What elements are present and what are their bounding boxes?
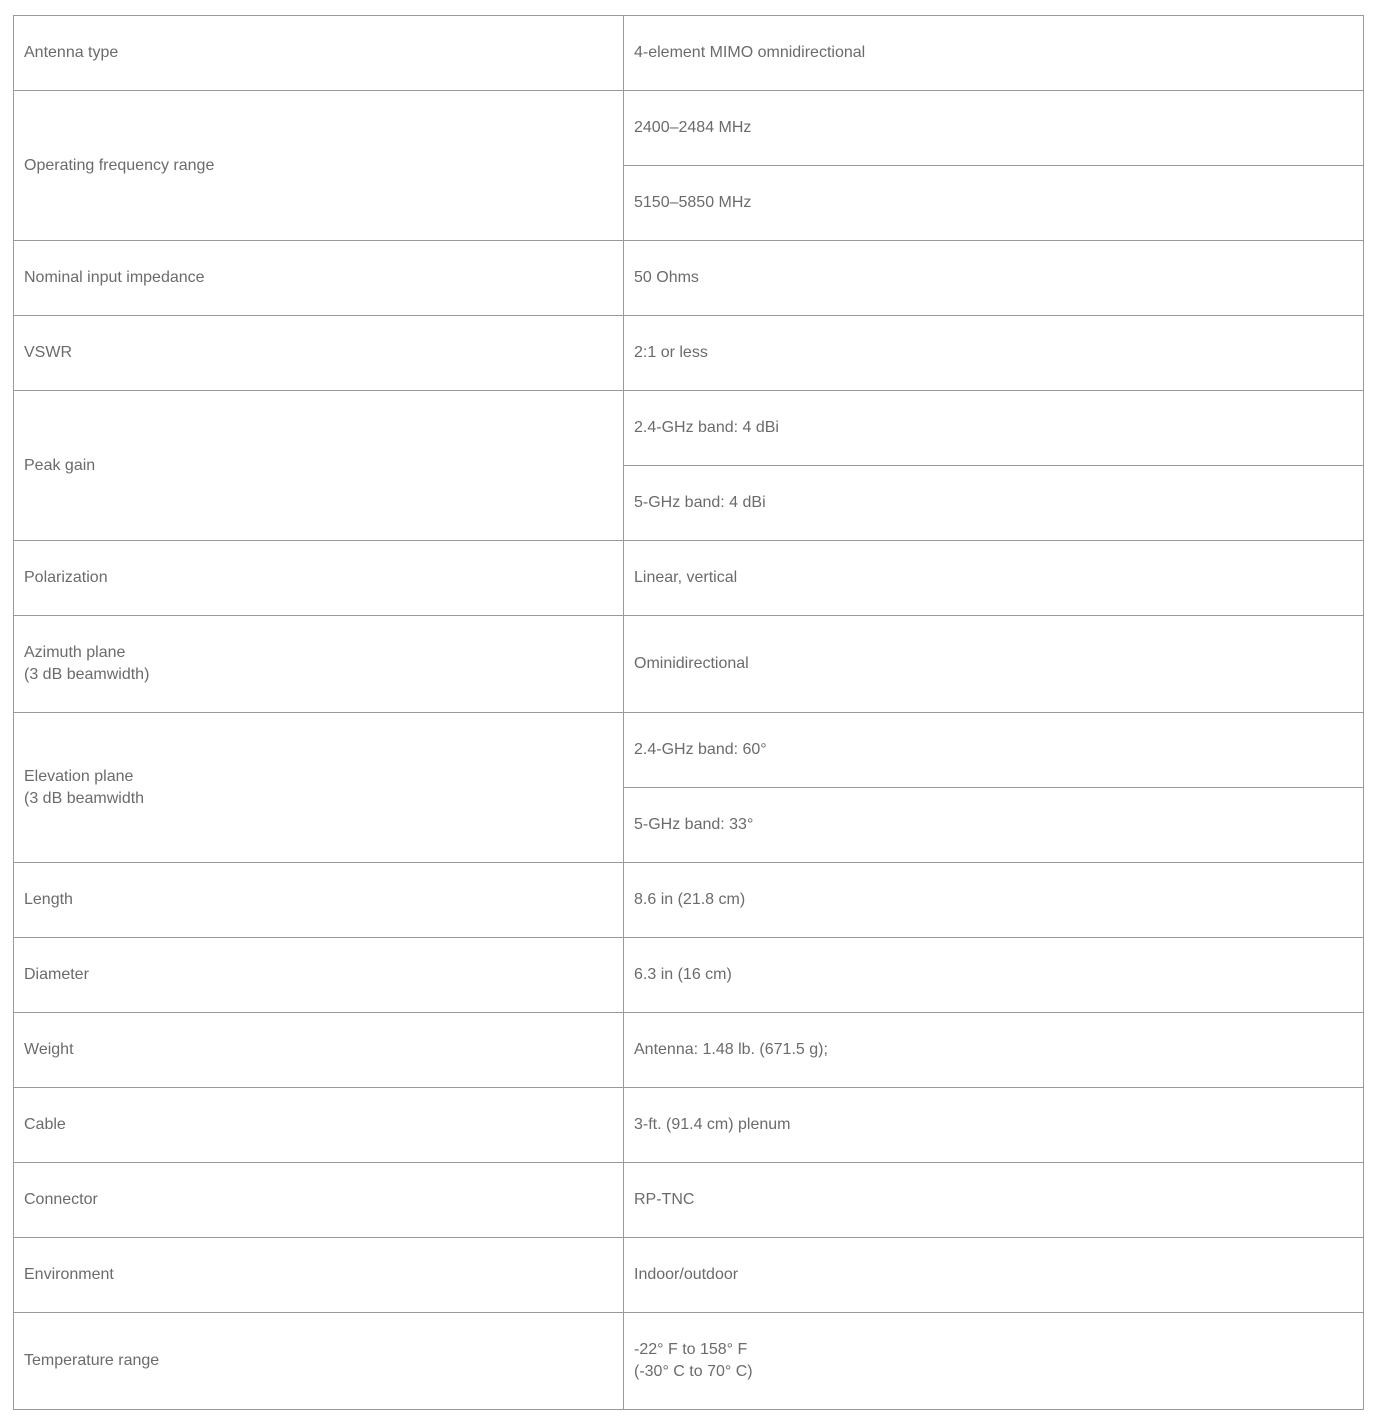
- value-line: 2.4-GHz band: 4 dBi: [634, 419, 779, 436]
- spec-value: [624, 863, 1364, 938]
- spec-label: [14, 541, 624, 616]
- value-line: -22° F to 158° F: [634, 1341, 748, 1358]
- label-line: VSWR: [24, 344, 72, 361]
- label-line: Length: [24, 891, 73, 908]
- spec-label: [14, 616, 624, 713]
- spec-value: [624, 241, 1364, 316]
- table-row: [14, 1163, 1364, 1238]
- label-line: Weight: [24, 1041, 74, 1058]
- value-line: 4-element MIMO omnidirectional: [634, 44, 866, 61]
- value-line: 2:1 or less: [634, 344, 708, 361]
- spec-value: [624, 616, 1364, 713]
- table-row: [14, 391, 1364, 466]
- table-row: [14, 713, 1364, 788]
- value-line: 2.4-GHz band: 60°: [634, 741, 767, 758]
- spec-value: [624, 788, 1364, 863]
- label-line: Temperature range: [24, 1352, 160, 1369]
- spec-value: [624, 1313, 1364, 1410]
- label-line: Elevation plane: [24, 767, 134, 785]
- label-line: Operating frequency range: [24, 156, 215, 174]
- spec-value: [624, 713, 1364, 788]
- spec-value: [624, 391, 1364, 466]
- spec-value: [624, 1013, 1364, 1088]
- spec-label: [14, 391, 624, 541]
- spec-value: [624, 466, 1364, 541]
- table-row: [14, 938, 1364, 1013]
- value-line: Indoor/outdoor: [634, 1266, 739, 1283]
- spec-value: [624, 16, 1364, 91]
- spec-value: [624, 541, 1364, 616]
- value-line: RP-TNC: [634, 1191, 695, 1208]
- spec-label: [14, 1163, 624, 1238]
- spec-value: [624, 1238, 1364, 1313]
- label-line: Azimuth plane: [24, 644, 126, 661]
- spec-label: [14, 316, 624, 391]
- table-row: [14, 1088, 1364, 1163]
- spec-label: [14, 863, 624, 938]
- spec-label: [14, 1238, 624, 1313]
- table-row: [14, 1313, 1364, 1410]
- value-line: 3-ft. (91.4 cm) plenum: [634, 1116, 791, 1133]
- spec-value: [624, 91, 1364, 166]
- spec-value: [624, 938, 1364, 1013]
- value-line: 2400–2484 MHz: [634, 119, 752, 136]
- spec-label: [14, 91, 624, 241]
- spec-value: [624, 1163, 1364, 1238]
- label-line: Diameter: [24, 966, 89, 983]
- label-line: Connector: [24, 1191, 98, 1208]
- table-row: [14, 616, 1364, 713]
- label-line: (3 dB beamwidth): [24, 666, 150, 683]
- label-line: Peak gain: [24, 456, 96, 474]
- label-line: Nominal input impedance: [24, 269, 205, 286]
- value-line: 5-GHz band: 33°: [634, 816, 754, 833]
- label-line: Polarization: [24, 569, 108, 586]
- spec-label: [14, 1013, 624, 1088]
- table-row: [14, 241, 1364, 316]
- value-line: 8.6 in (21.8 cm): [634, 891, 746, 908]
- table-row: [14, 91, 1364, 166]
- value-line: 50 Ohms: [634, 269, 699, 286]
- spec-label: [14, 938, 624, 1013]
- spec-label: [14, 1313, 624, 1410]
- table-row: [14, 541, 1364, 616]
- table-row: [14, 1013, 1364, 1088]
- spec-label: [14, 1088, 624, 1163]
- value-line: 6.3 in (16 cm): [634, 966, 732, 983]
- label-line: Cable: [24, 1116, 66, 1133]
- value-line: Linear, vertical: [634, 569, 738, 586]
- label-line: (3 dB beamwidth: [24, 789, 145, 807]
- value-line: 5150–5850 MHz: [634, 194, 752, 211]
- value-line: Ominidirectional: [634, 655, 749, 672]
- spec-value: [624, 316, 1364, 391]
- spec-label: [14, 16, 624, 91]
- spec-label: [14, 713, 624, 863]
- table-row: [14, 863, 1364, 938]
- spec-table: [13, 15, 1364, 1410]
- label-line: Antenna type: [24, 44, 119, 61]
- spec-label: [14, 241, 624, 316]
- table-row: [14, 1238, 1364, 1313]
- value-line: (-30° C to 70° C): [634, 1363, 753, 1380]
- spec-value: [624, 166, 1364, 241]
- value-line: Antenna: 1.48 lb. (671.5 g);: [634, 1041, 828, 1058]
- label-line: Environment: [24, 1266, 114, 1283]
- table-row: [14, 16, 1364, 91]
- spec-value: [624, 1088, 1364, 1163]
- table-row: [14, 316, 1364, 391]
- value-line: 5-GHz band: 4 dBi: [634, 494, 766, 511]
